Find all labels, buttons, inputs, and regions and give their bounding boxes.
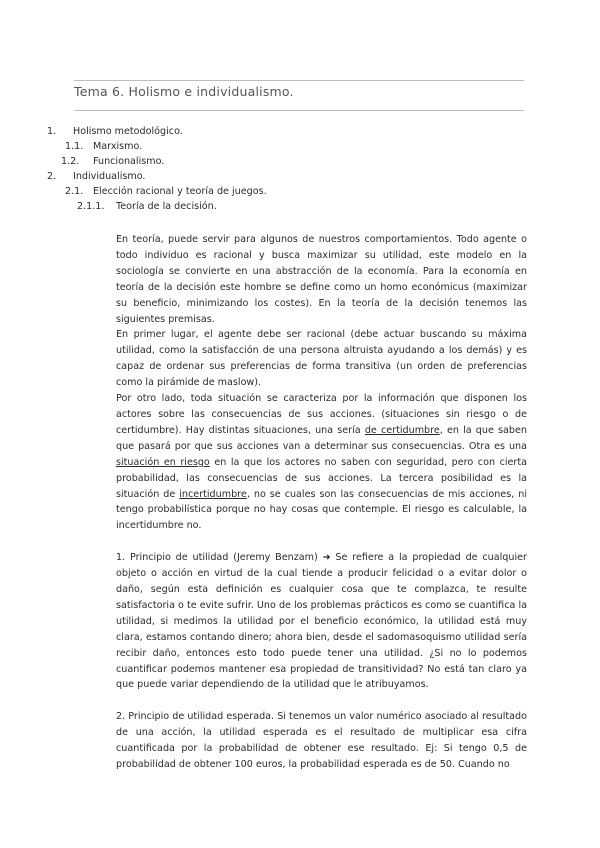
outline-label: Holismo metodológico. bbox=[73, 126, 183, 137]
outline-label: Individualismo. bbox=[73, 171, 146, 182]
paragraph: En primer lugar, el agente debe ser racional (debe actuar buscando su máxima utilidad, como la satisfacción de una persona altruista ayudando a los demás) y es capaz de ordenar sus preferencias de forma transitiva (un orden de preferencias como la pirámide de maslow). bbox=[116, 329, 527, 389]
text-run: Por otro lado, toda situación se caracteriza por la información que disponen los actores sobre las consecuencias de sus acciones. (situaciones sin riesgo o de certidumbre). Hay distintas situaciones, una sería bbox=[116, 393, 527, 436]
paragraph: 2. Principio de utilidad esperada. Si tenemos un valor numérico asociado al resultado de una acción, la utilidad esperada es el resultado de multiplicar esa cifra cuantificada por la probabilidad de obtener ese resultado. Ej: Si tengo 0,5 de probabilidad de obtener 100 euros, la probabilidad esperada es de 50. Cuando no bbox=[116, 711, 527, 771]
outline-label: Elección racional y teoría de juegos. bbox=[93, 186, 267, 197]
text-run: , en la que saben que pasará por que sus acciones van a determinar sus consecuencias. Otra es una bbox=[116, 424, 527, 452]
text-run: en la que los actores no saben con seguridad, pero con cierta probabilidad, las consecuencias de sus acciones. La tercera posibilidad es la situación de bbox=[116, 456, 527, 500]
outline-number: 2.1.1. bbox=[77, 201, 105, 212]
outline-number: 1.2. bbox=[61, 156, 80, 167]
body-text bbox=[116, 232, 527, 773]
outline-number: 2.1. bbox=[65, 186, 84, 197]
underlined-term: situación en riesgo bbox=[116, 456, 210, 468]
outline-number: 1. bbox=[47, 126, 57, 137]
header-rule-bottom bbox=[74, 110, 524, 111]
header-rule-top bbox=[74, 80, 524, 81]
paragraph: 1. Principio de utilidad (Jeremy Benzam) ➜ Se refiere a la propiedad de cualquier objeto o acción en virtud de la cual tiende a producir felicidad o a evitar dolor o daño, según esta definición es cualquier cosa que te complazca, te resulte satisfactoria o te evite sufrir. Uno de los problemas prácticos es como se cuantifica la utilidad, si medimos la utilidad por el beneficio económico, la utilidad está muy clara, estamos contando dinero; ahora bien, desde el sadomasoquismo utilidad sería recibir daño, entonces esto todo puede tener una utilidad. ¿Si no lo podemos cuantificar podemos mantener esa propiedad de transitividad? No está tan claro ya que puede variar dependiendo de la utilidad que le atribuyamos. bbox=[116, 552, 527, 691]
paragraph: En teoría, puede servir para algunos de nuestros comportamientos. Todo agente o todo individuo es racional y busca maximizar su utilidad, este modelo en la sociología se convierte en una abstracción de la economía. Para la economía en teoría de la decisión este hombre se define como un homo económicus (maximizar su beneficio, minimizando los costes). En la teoría de la decisión tenemos las siguientes premisas. bbox=[116, 234, 527, 325]
paragraph bbox=[116, 391, 527, 534]
page-title: Tema 6. Holismo e individualismo. bbox=[74, 84, 294, 99]
text-run: , no se cuales son las consecuencias de mis acciones, ni tengo probabilística porque no hay cosas que contemple. El riesgo es calculable, la incertidumbre no. bbox=[116, 488, 527, 532]
outline-number: 2. bbox=[47, 171, 57, 182]
underlined-term: de certidumbre bbox=[364, 424, 440, 436]
outline-label: Marxismo. bbox=[93, 141, 143, 152]
outline-label: Teoría de la decisión. bbox=[116, 201, 217, 212]
outline-label: Funcionalismo. bbox=[93, 156, 165, 167]
outline-number: 1.1. bbox=[65, 141, 84, 152]
underlined-term: incertidumbre bbox=[179, 488, 247, 500]
